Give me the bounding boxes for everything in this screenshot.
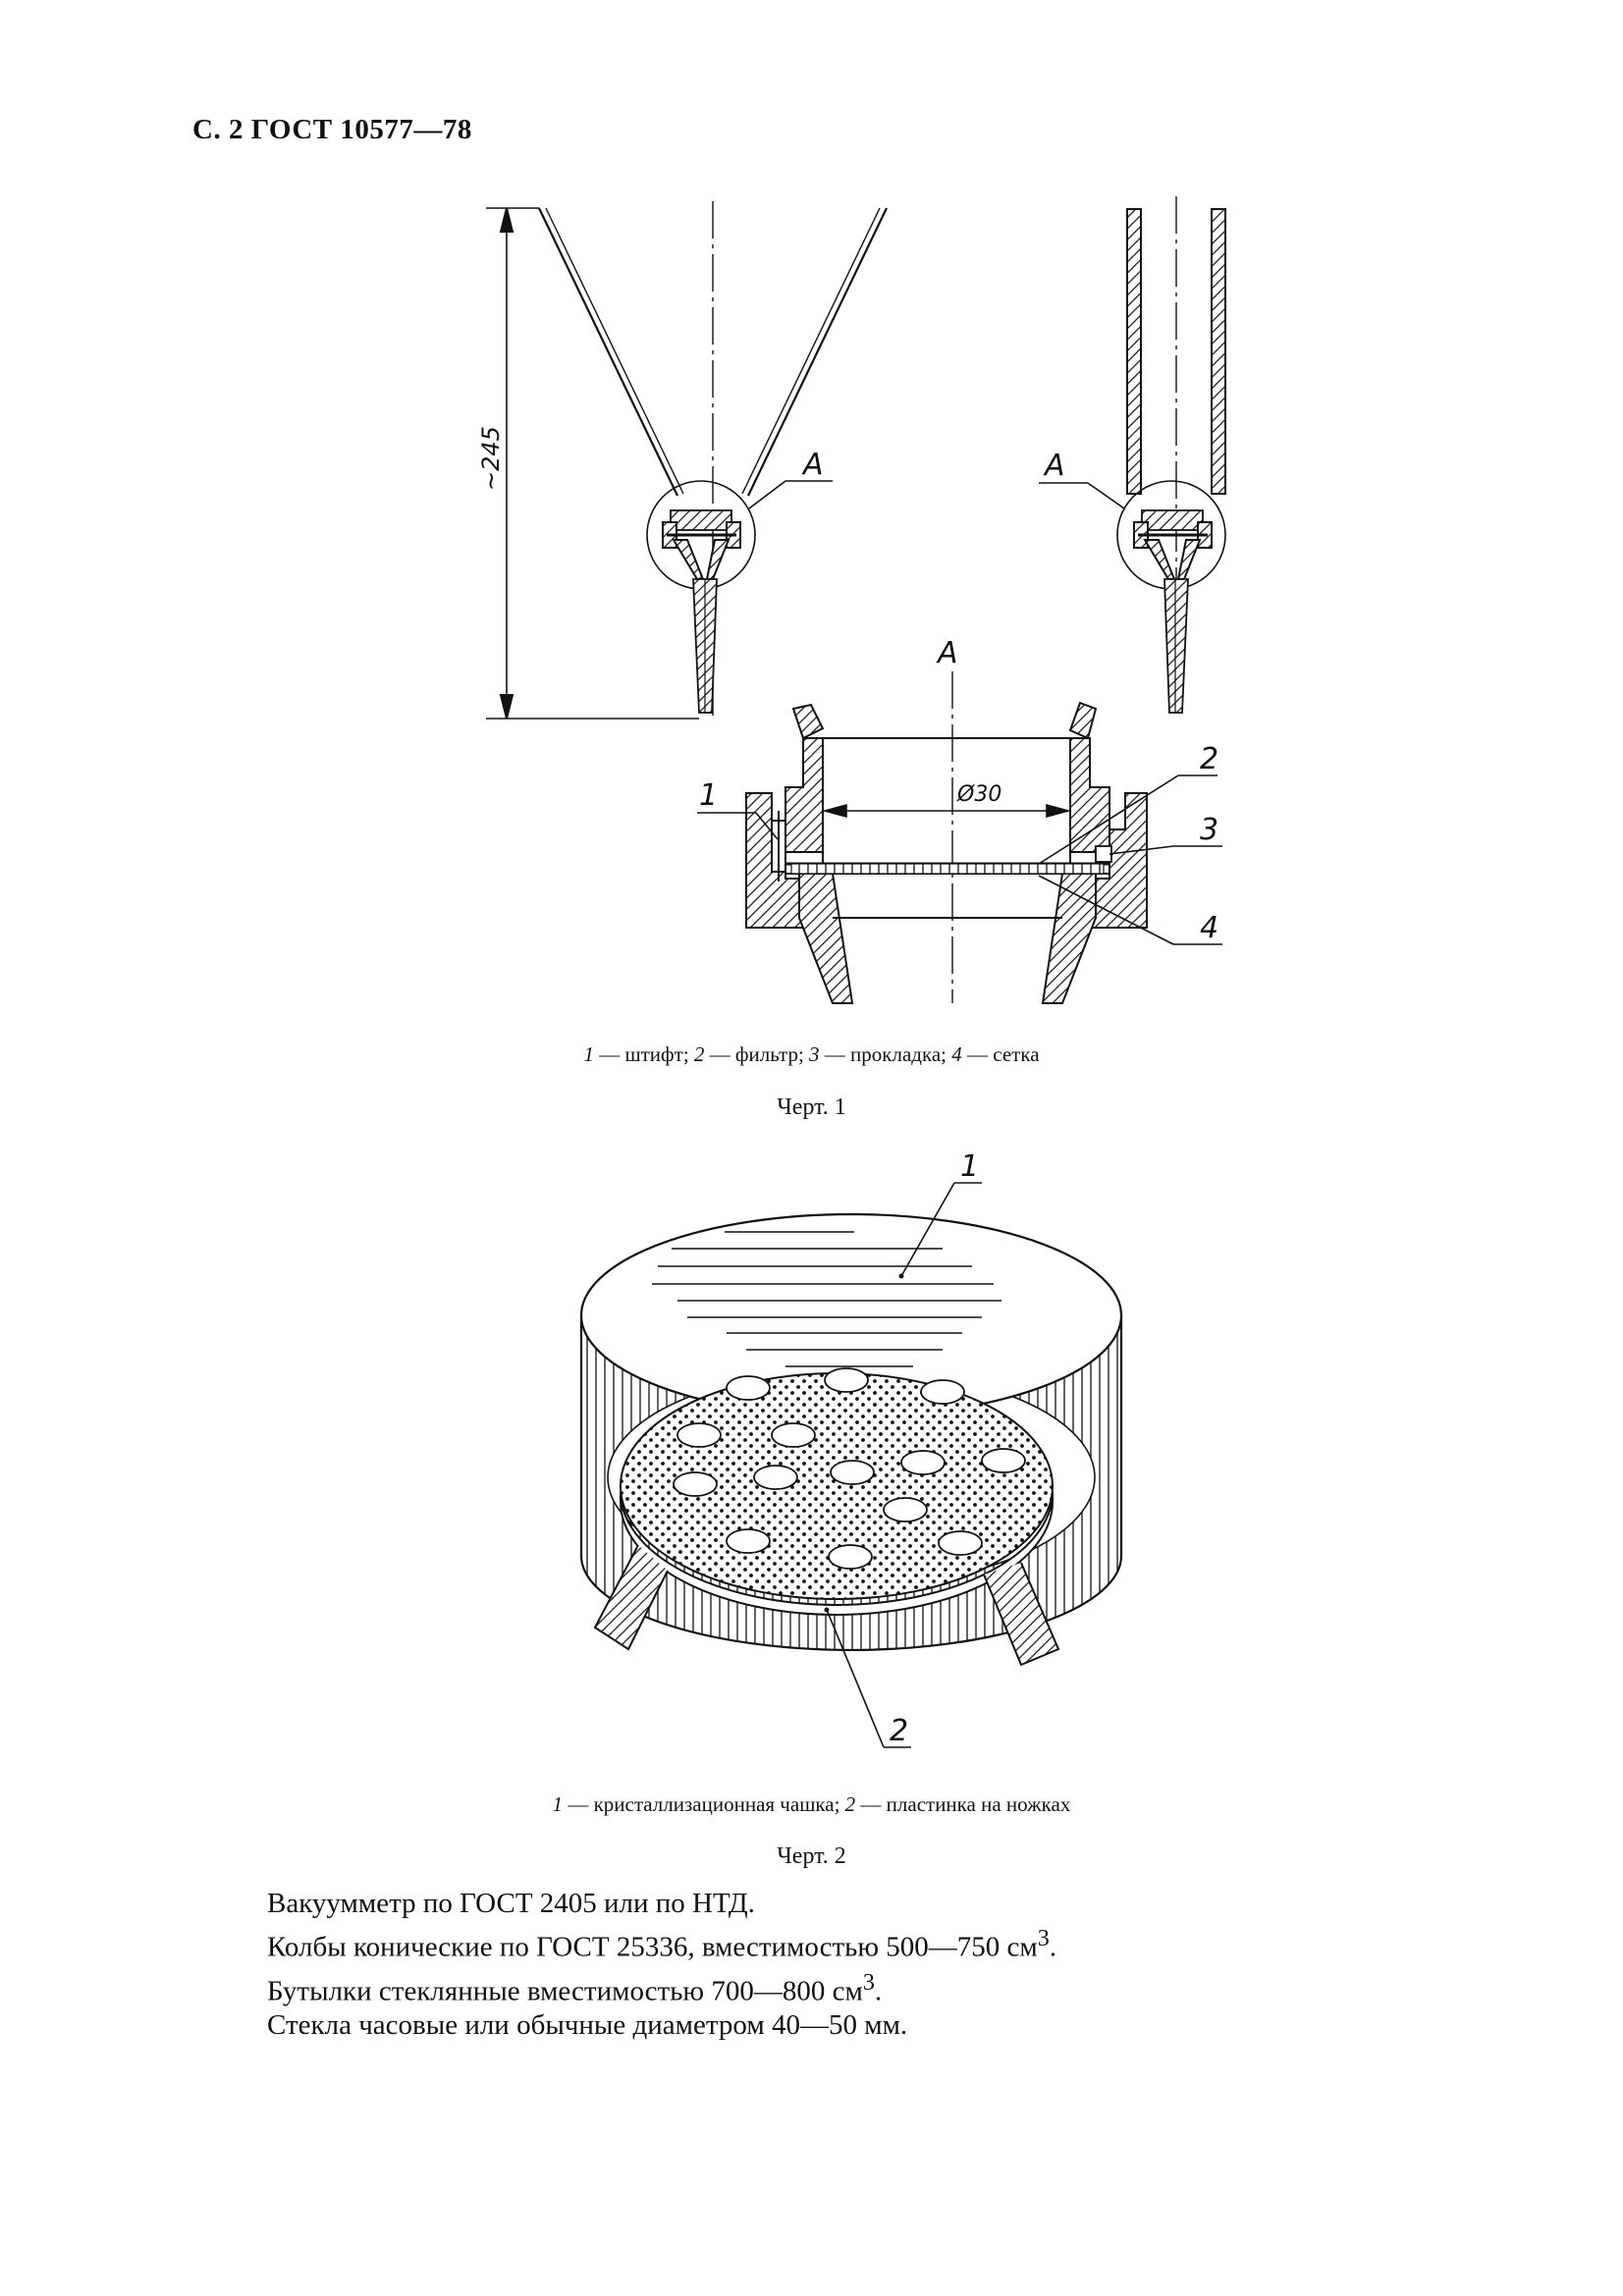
body-line-2: Колбы конические по ГОСТ 25336, вместимостью 500—750 $см^3$. [267,1925,1057,1963]
callout-1: 1 [699,778,719,813]
section-title: A [938,636,958,670]
body-text [267,1887,1056,2043]
callout-3: 3 [1200,813,1219,847]
diameter-label: Ø30 [957,782,1002,807]
tube-assembly [1117,196,1225,717]
fig2-callout-2: 2 [890,1714,909,1748]
figure-2-caption: Черт. 2 [777,1843,846,1869]
body-line-4: Стекла часовые или обычные диаметром 40—50 мм. [267,2009,908,2042]
detail-callout-right [1039,483,1124,508]
callout-4: 4 [1200,911,1219,945]
detail-callout-left [749,481,833,508]
diameter-dimension [825,805,1068,817]
page-header: С. 2 ГОСТ 10577—78 [192,114,472,145]
section-a-detail [746,671,1147,1003]
callout-2: 2 [1200,742,1219,776]
detail-label-right: A [1045,449,1065,483]
figure-1-legend: 1 — штифт; 2 — фильтр; 3 — прокладка; 4 — сетка [583,1042,1040,1066]
dimension-label: ~245 [477,426,505,491]
funnel-assembly [486,201,887,719]
body-line-3: Бутылки стеклянные вместимостью 700—800 $см^3$. [267,1968,883,2007]
fig2-callout-1: 1 [960,1149,980,1184]
figure-1-caption: Черт. 1 [777,1095,846,1120]
body-line-1: Вакуумметр по ГОСТ 2405 или по НТД. [267,1888,755,1919]
detail-label-left: A [803,448,824,482]
figure-2-legend: 1 — кристаллизационная чашка; 2 — пластинка на ножках [552,1792,1071,1816]
